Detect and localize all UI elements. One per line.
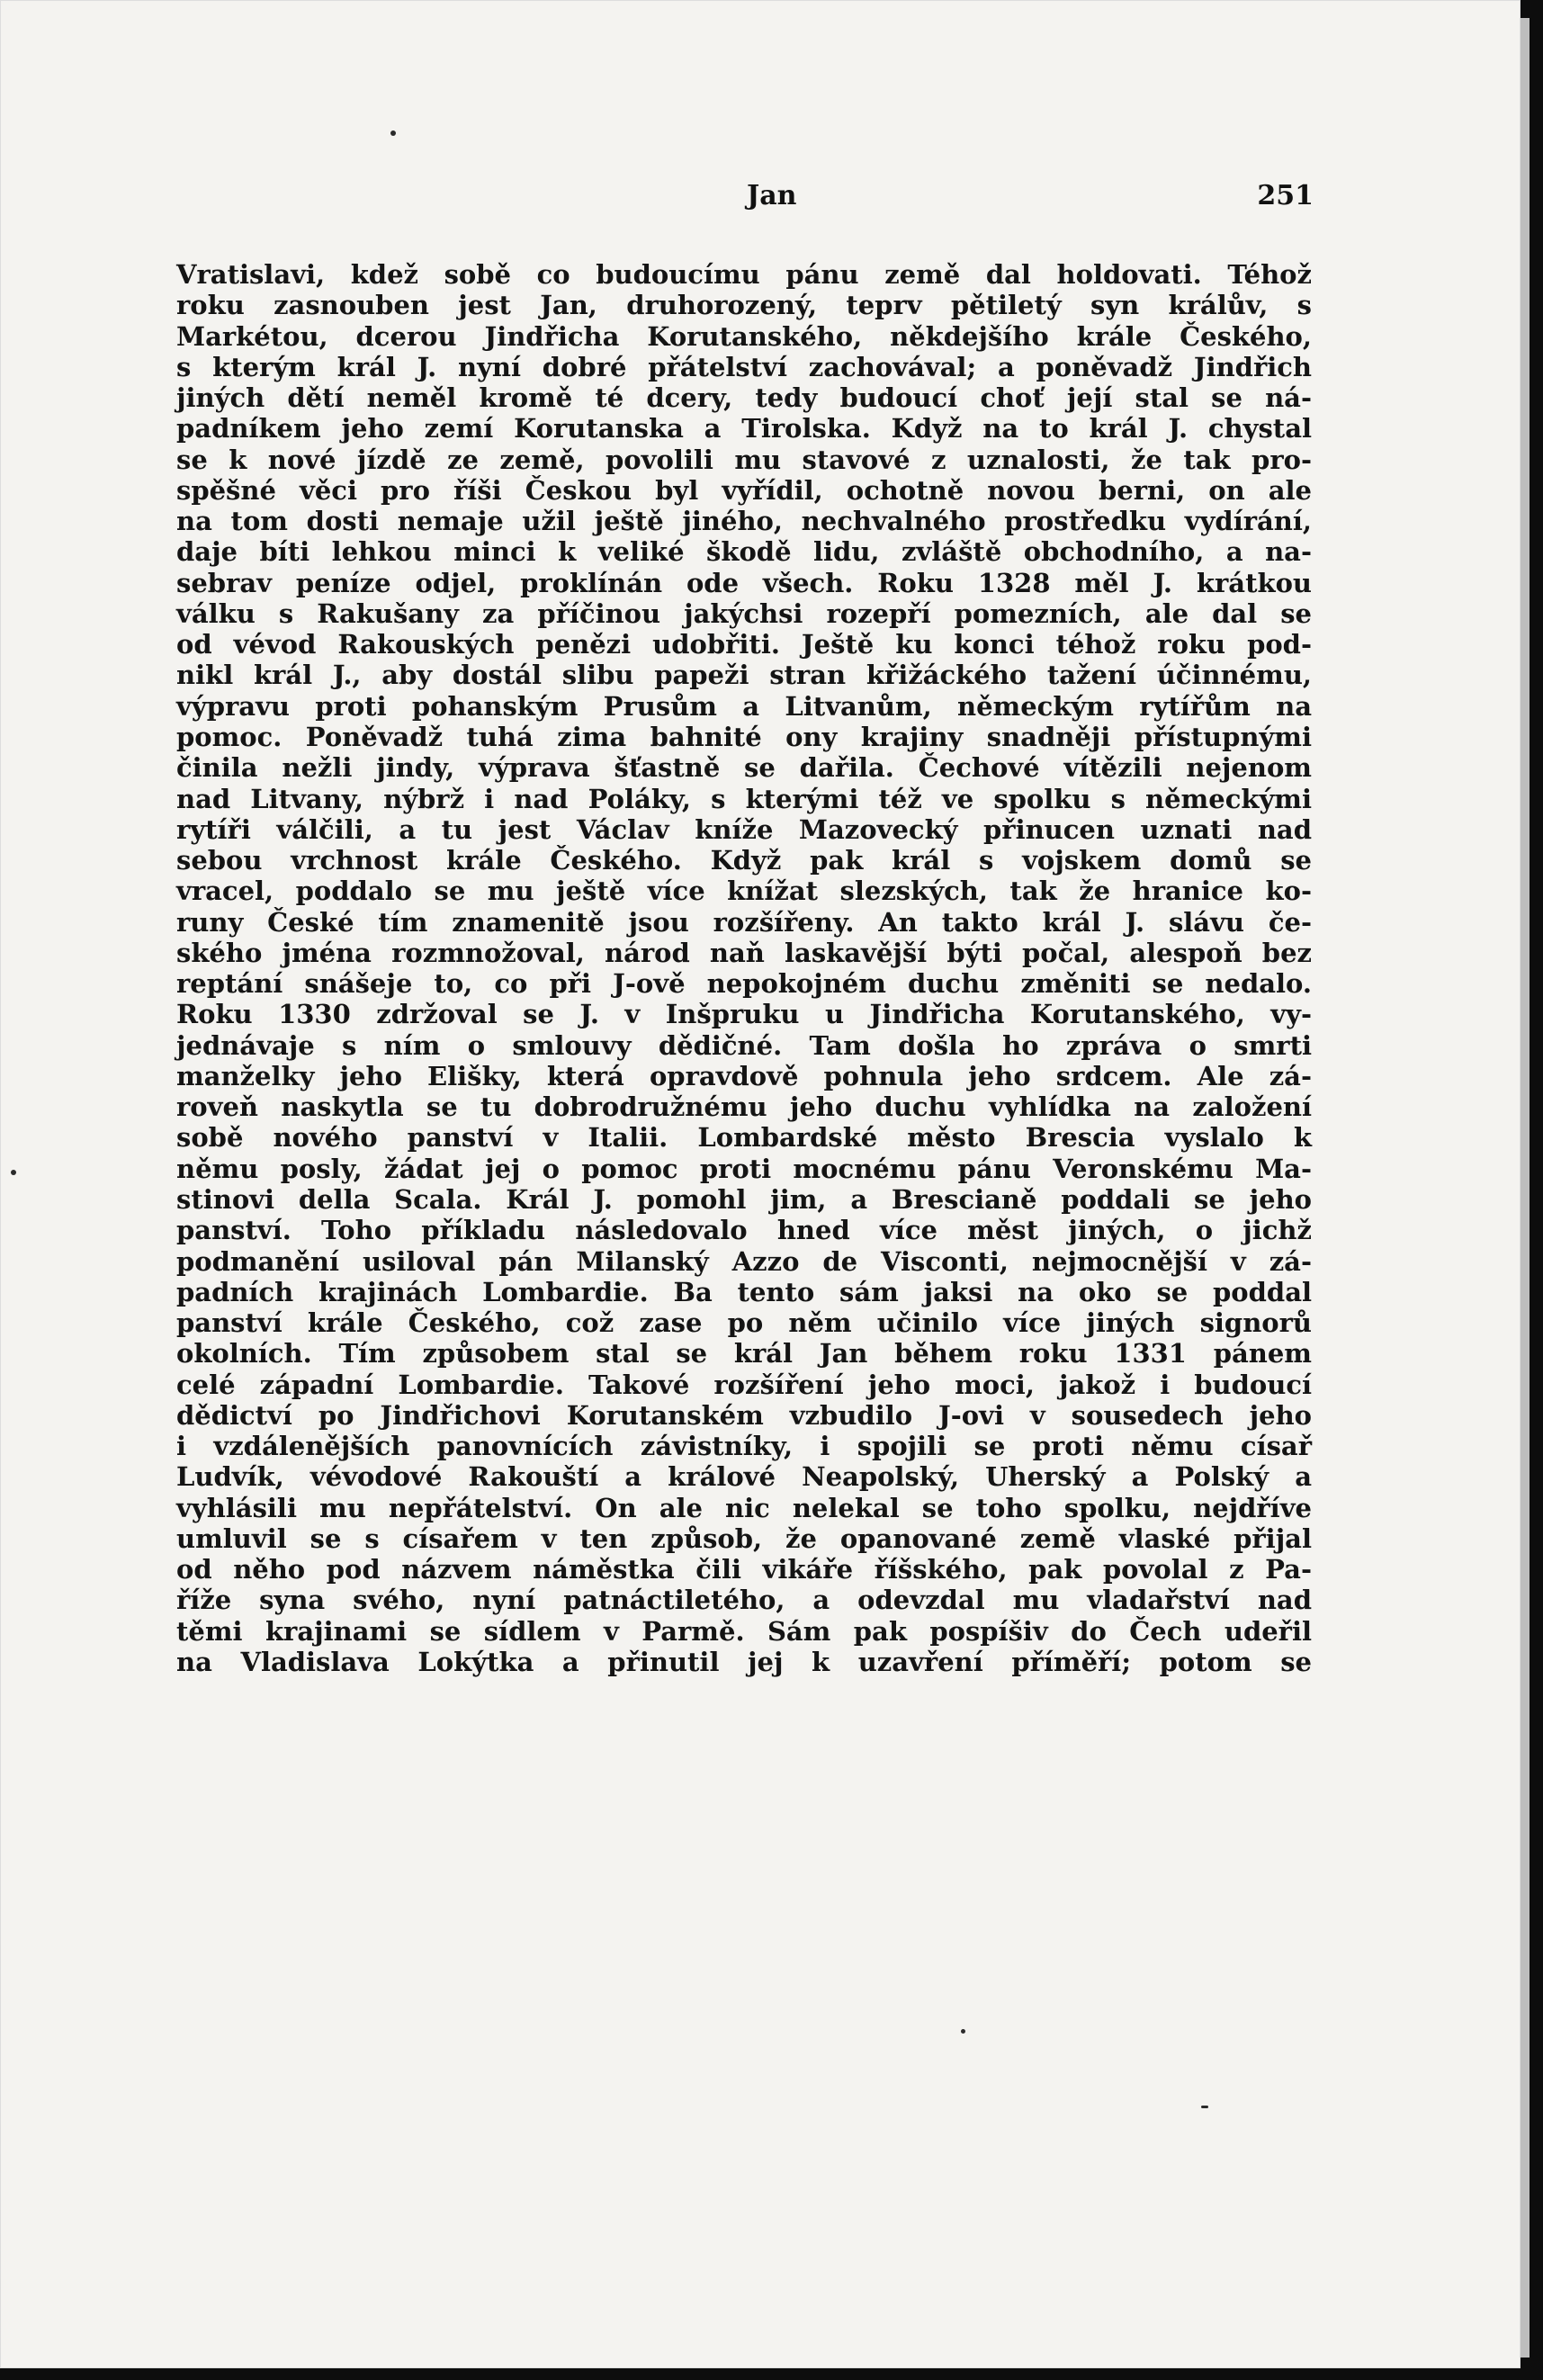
text-line: válku s Rakušany za příčinou jakýchsi rozepří pomezních, ale dal se xyxy=(176,597,1312,629)
text-line: od něho pod názvem náměstka čili vikáře říšského, pak povolal z Pa- xyxy=(176,1554,1312,1585)
text-line: spěšné věci pro říši Českou byl vyřídil, ochotně novou berni, on ale xyxy=(176,474,1312,506)
text-line: vracel, poddalo se mu ještě více knížat slezských, tak že hranice ko- xyxy=(176,876,1312,907)
page-edge xyxy=(1521,18,1530,2358)
text-line: podmanění usiloval pán Milanský Azzo de Visconti, nejmocnější v zá- xyxy=(176,1245,1312,1277)
text-line: se k nové jízdě ze země, povolili mu stavové z uznalosti, že tak pro- xyxy=(176,444,1312,475)
ink-speck xyxy=(1201,2106,1208,2108)
text-line: sebrav peníze odjel, proklínán ode všech. Roku 1328 měl J. krátkou xyxy=(176,567,1312,598)
text-line: nikl král J., aby dostál slibu papeži stran křižáckého tažení účinnému, xyxy=(176,660,1312,691)
text-line: dědictví po Jindřichovi Korutanském vzbudilo J-ovi v sousedech jeho xyxy=(176,1399,1312,1431)
text-line: panství krále Českého, což zase po něm učinilo více jiných signorů xyxy=(176,1307,1312,1339)
body-text xyxy=(176,259,1312,1677)
text-line: roku zasnouben jest Jan, druhorozený, teprv pětiletý syn králův, s xyxy=(176,290,1312,321)
text-line: padníkem jeho zemí Korutanska a Tirolska. Když na to král J. chystal xyxy=(176,413,1312,445)
text-line: runy České tím znamenitě jsou rozšířeny. An takto král J. slávu če- xyxy=(176,906,1312,938)
text-line: Roku 1330 zdržoval se J. v Inšpruku u Jindřicha Korutanského, vy- xyxy=(176,999,1312,1030)
text-line: říže syna svého, nyní patnáctiletého, a odevzdal mu vladařství nad xyxy=(176,1585,1312,1616)
text-line: němu posly, žádat jej o pomoc proti mocnému pánu Veronskému Ma- xyxy=(176,1153,1312,1184)
text-line: sobě nového panství v Italii. Lombardské město Brescia vyslalo k xyxy=(176,1122,1312,1154)
text-line: nad Litvany, nýbrž i nad Poláky, s kterými též ve spolku s německými xyxy=(176,783,1312,814)
ink-speck xyxy=(11,1170,16,1175)
text-line: výpravu proti pohanským Prusům a Litvanům, německým rytířům na xyxy=(176,690,1312,722)
text-line: na tom dosti nemaje užil ještě jiného, nechvalného prostředku vydírání, xyxy=(176,506,1312,537)
ink-speck xyxy=(390,130,396,136)
text-line: s kterým král J. nyní dobré přátelství zachovával; a poněvadž Jindřich xyxy=(176,351,1312,382)
text-line: jiných dětí neměl kromě té dcery, tedy budoucí choť její stal se ná- xyxy=(176,382,1312,414)
text-line: jednávaje s ním o smlouvy dědičné. Tam došla ho zpráva o smrti xyxy=(176,1029,1312,1061)
text-line: i vzdálenějších panovnících závistníky, i spojili se proti němu císař xyxy=(176,1431,1312,1462)
text-line: padních krajinách Lombardie. Ba tento sám jaksi na oko se poddal xyxy=(176,1276,1312,1307)
text-line: sebou vrchnost krále Českého. Když pak král s vojskem domů se xyxy=(176,845,1312,876)
text-line: pomoc. Poněvadž tuhá zima bahnité ony krajiny snadněji přístupnými xyxy=(176,721,1312,752)
text-line: stinovi della Scala. Král J. pomohl jim, a Brescianě poddali se jeho xyxy=(176,1183,1312,1215)
text-line: manželky jeho Elišky, která opravdově pohnula jeho srdcem. Ale zá- xyxy=(176,1060,1312,1091)
text-line: umluvil se s císařem v ten způsob, že opanované země vlaské přijal xyxy=(176,1522,1312,1554)
page-header xyxy=(180,180,1314,216)
page-number: 251 xyxy=(1257,180,1314,211)
text-line: na Vladislava Lokýtka a přinutil jej k uzavření příměří; potom se xyxy=(176,1646,1312,1677)
text-line: okolních. Tím způsobem stal se král Jan během roku 1331 pánem xyxy=(176,1338,1312,1370)
text-line: vyhlásili mu nepřátelství. On ale nic nelekal se toho spolku, nejdříve xyxy=(176,1492,1312,1523)
text-line: panství. Toho příkladu následovalo hned více měst jiných, o jichž xyxy=(176,1215,1312,1246)
text-line: celé západní Lombardie. Takové rozšíření jeho moci, jakož i budoucí xyxy=(176,1369,1312,1400)
ink-speck xyxy=(961,2029,965,2034)
text-line: Vratislavi, kdež sobě co budoucímu pánu země dal holdovati. Téhož xyxy=(176,259,1312,290)
text-line: činila nežli jindy, výprava šťastně se dařila. Čechové vítězili nejenom xyxy=(176,752,1312,784)
text-line: reptání snášeje to, co při J-ově nepokojném duchu změniti se nedalo. xyxy=(176,968,1312,1000)
text-line: těmi krajinami se sídlem v Parmě. Sám pak pospíšiv do Čech udeřil xyxy=(176,1615,1312,1647)
text-line: Ludvík, vévodové Rakouští a králové Neapolský, Uherský a Polský a xyxy=(176,1461,1312,1493)
text-line: roveň naskytla se tu dobrodružnému jeho duchu vyhlídka na založení xyxy=(176,1091,1312,1123)
text-line: rytíři válčili, a tu jest Václav kníže Mazovecký přinucen uznati nad xyxy=(176,813,1312,845)
text-line: od vévod Rakouských penězi udobřiti. Ještě ku konci téhož roku pod- xyxy=(176,629,1312,660)
text-line: daje bíti lehkou minci k veliké škodě lidu, zvláště obchodního, a na- xyxy=(176,536,1312,568)
running-title: Jan xyxy=(747,180,797,211)
text-line: ského jména rozmnožoval, národ naň laskavější býti počal, alespoň bez xyxy=(176,937,1312,968)
text-line: Markétou, dcerou Jindřicha Korutanského, někdejšího krále Českého, xyxy=(176,320,1312,352)
